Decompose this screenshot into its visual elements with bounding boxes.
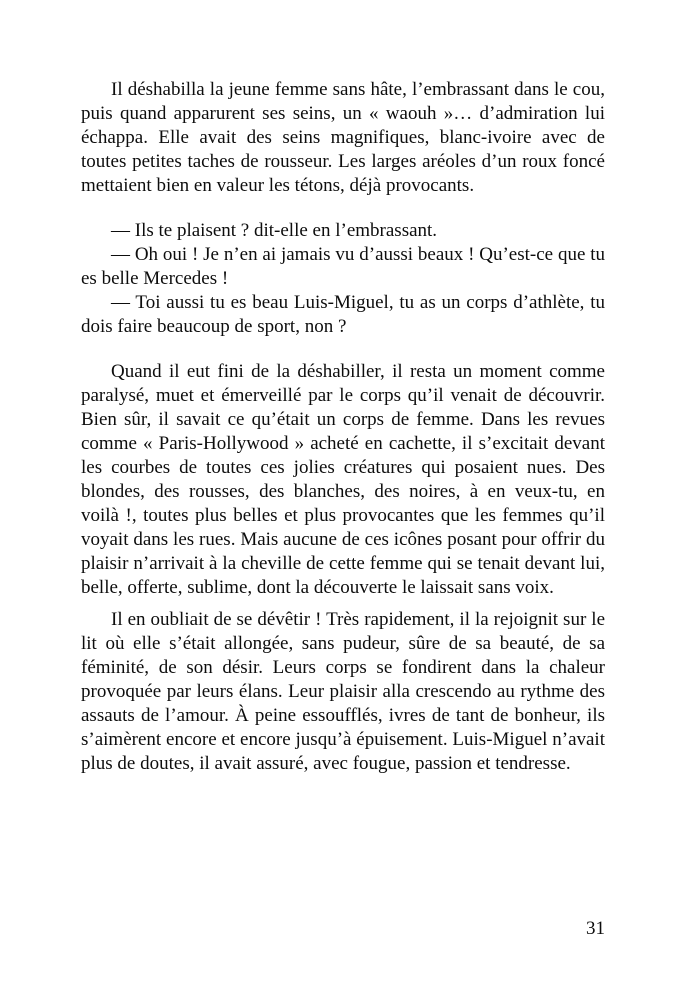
page-footer [81,917,605,941]
dialogue-line-2: — Oh oui ! Je n’en ai jamais vu d’aussi beaux ! Qu’est-ce que tu es belle Mercedes ! [81,244,605,289]
text-block [81,78,605,776]
page-number: 31 [586,918,605,939]
paragraph-narrative-2: Quand il eut fini de la déshabiller, il resta un moment comme paralysé, muet et émerveillé par le corps qu’il venait de découvrir. Bien sûr, il savait ce qu’était un corps de femme. Dans les revues comme « Paris-Hollywood » acheté en cachette, il s’excitait devant les courbes de toutes ces jolies créatures qui posaient nues. Des blondes, des rousses, des blanches, des noires, à en veux-tu, en voilà !, toutes plus belles et plus provocantes que les femmes qu’il voyait dans les rues. Mais aucune de ces icônes posant pour offrir du plaisir n’arrivait à la cheville de cette femme qui se tenait devant lui, belle, offerte, sublime, dont la découverte le laissait sans voix. [81,361,605,598]
paragraph-narrative-1: Il déshabilla la jeune femme sans hâte, l’embrassant dans le cou, puis quand apparurent ses seins, un « waouh »… d’admiration lui échappa. Elle avait des seins magnifiques, blanc-ivoire avec de toutes petites taches de rousseur. Les larges aréoles d’un roux foncé mettaient bien en valeur les tétons, déjà provocants. [81,79,605,196]
dialogue-line-3: — Toi aussi tu es beau Luis-Miguel, tu as un corps d’athlète, tu dois faire beaucoup de sport, non ? [81,292,605,337]
paragraph-narrative-3: Il en oubliait de se dévêtir ! Très rapidement, il la rejoignit sur le lit où elle s’était allongée, sans pudeur, sûre de sa beauté, de sa féminité, de son désir. Leurs corps se fondirent dans la chaleur provoquée par leurs élans. Leur plaisir alla crescendo au rythme des assauts de l’amour. À peine essoufflés, ivres de tant de bonheur, ils s’aimèrent encore et encore jusqu’à épuisement. Luis-Miguel n’avait plus de doutes, il avait assuré, avec fougue, passion et tendresse. [81,609,605,774]
dialogue-line-1: — Ils te plaisent ? dit-elle en l’embrassant. [111,220,438,241]
